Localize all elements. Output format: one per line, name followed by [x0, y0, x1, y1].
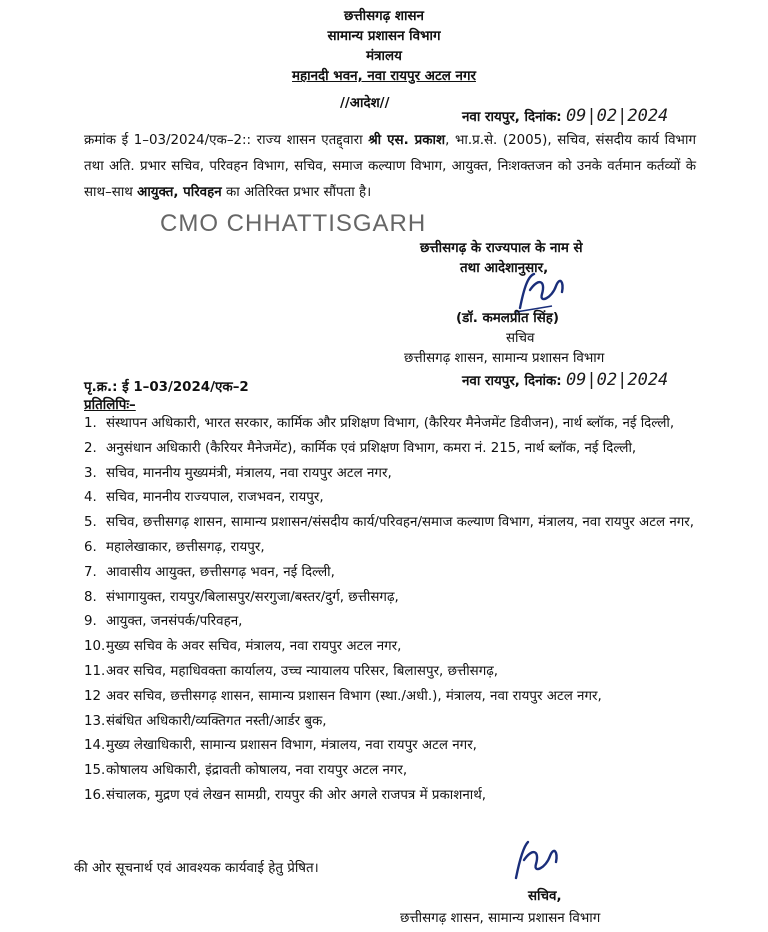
list-item-text: आयुक्त, जनसंपर्क/परिवहन, [106, 614, 243, 630]
list-item-text: आवासीय आयुक्त, छत्तीसगढ़ भवन, नई दिल्ली, [106, 564, 335, 580]
list-item [84, 635, 714, 660]
list-item-number: 5. [84, 515, 97, 531]
header-address-text: महानदी भवन, नवा रायपुर अटल नगर [292, 69, 476, 84]
list-item-text: अवर सचिव, महाधिवक्ता कार्यालय, उच्च न्यायालय परिसर, बिलासपुर, छत्तीसगढ़, [106, 663, 499, 679]
list-item-number: 13. [84, 713, 106, 729]
officer-name: श्री एस. प्रकाश [368, 133, 446, 148]
watermark: CMO CHHATTISGARH [160, 210, 427, 237]
list-item-number: 16. [84, 787, 106, 803]
order-place-date [462, 106, 668, 126]
order-body-suffix: का अतिरिक्त प्रभार सौंपता है। [225, 185, 372, 200]
list-item-text: संभागायुक्त, रायपुर/बिलासपुर/सरगुजा/बस्तर/दुर्ग, छत्तीसगढ़, [106, 589, 399, 605]
list-item [84, 660, 714, 685]
list-item [84, 784, 714, 809]
footer-signature-mark [508, 836, 564, 884]
list-item [84, 486, 714, 511]
signature-line-2: तथा आदेशानुसार, [460, 261, 549, 276]
footer-department: छत्तीसगढ़ शासन, सामान्य प्रशासन विभाग [400, 911, 601, 926]
endorsement-ref: पृ.क्र.: ई 1–03/2024/एक–2 [84, 380, 249, 395]
header-govt: छत्तीसगढ़ शासन [344, 9, 424, 24]
list-item-number: 6. [84, 539, 97, 555]
copy-heading: प्रतिलिपिः– [84, 398, 136, 413]
list-item-text: मुख्य सचिव के अवर सचिव, मंत्रालय, नवा रायपुर अटल नगर, [106, 639, 402, 655]
list-item-text: कोषालय अधिकारी, इंद्रावती कोषालय, नवा रायपुर अटल नगर, [106, 763, 408, 779]
list-item-text: महालेखाकार, छत्तीसगढ़, रायपुर, [106, 539, 265, 555]
list-item-text: संस्थापन अधिकारी, भारत सरकार, कार्मिक और प्रशिक्षण विभाग, (कैरियर मैनेजमेंट डिवीजन), नार्थ ब्लॉक, नई दिल्ली, [106, 416, 675, 431]
list-item-number: 9. [84, 614, 97, 630]
list-item [84, 586, 714, 611]
list-item-number: 15. [84, 763, 106, 779]
order-body-prefix: क्रमांक ई 1–03/2024/एक–2:: राज्य शासन एतद्द्वारा [84, 133, 363, 148]
list-item-text: संबंधित अधिकारी/व्यक्तिगत नस्ती/आर्डर बुक, [106, 713, 327, 729]
signature-line-1: छत्तीसगढ़ के राज्यपाल के नाम से [420, 241, 583, 256]
signatory-department: छत्तीसगढ़ शासन, सामान्य प्रशासन विभाग [404, 351, 605, 366]
list-item-text: अवर सचिव, छत्तीसगढ़ शासन, सामान्य प्रशासन विभाग (स्था./अधी.), मंत्रालय, नवा रायपुर अटल नगर, [106, 688, 602, 704]
list-item [84, 437, 714, 462]
endorsement-place-date [462, 370, 668, 390]
list-item-text: सचिव, छत्तीसगढ़ शासन, सामान्य प्रशासन/संसदीय कार्य/परिवहन/समाज कल्याण विभाग, मंत्रालय, नवा रायपुर अटल नगर, [106, 515, 695, 531]
order-title: //आदेश// [340, 96, 390, 111]
list-item [84, 685, 714, 710]
endorsement-handwritten-date: 09|02|2024 [565, 370, 669, 390]
header-address [0, 66, 768, 84]
new-charge: आयुक्त, परिवहन [137, 185, 222, 200]
list-item-text: सचिव, माननीय मुख्यमंत्री, मंत्रालय, नवा रायपुर अटल नगर, [106, 465, 392, 481]
list-item-number: 10. [84, 639, 106, 655]
list-item-number: 11. [84, 663, 106, 679]
list-item-text: मुख्य लेखाधिकारी, सामान्य प्रशासन विभाग, मंत्रालय, नवा रायपुर अटल नगर, [106, 738, 477, 754]
list-item-text: अनुसंधान अधिकारी (कैरियर मैनेजमेंट), कार्मिक एवं प्रशिक्षण विभाग, कमरा नं. 215, नार्थ ब्लॉक, नई दिल्ली, [106, 440, 637, 456]
list-item-number: 12 [84, 688, 102, 704]
list-item [84, 561, 714, 586]
list-item-text: सचिव, माननीय राज्यपाल, राजभवन, रायपुर, [106, 490, 324, 506]
list-item-number: 14. [84, 738, 106, 754]
list-item [84, 759, 714, 784]
signatory-name: (डॉ. कमलप्रीत सिंह) [456, 311, 560, 326]
copy-list [84, 412, 714, 809]
signatory-designation: सचिव [506, 331, 535, 346]
header-department: सामान्य प्रशासन विभाग [327, 29, 441, 44]
handwritten-date: 09|02|2024 [565, 106, 669, 126]
place-date-label: नवा रायपुर, दिनांक: [462, 110, 562, 125]
list-item [84, 412, 714, 437]
footer-designation: सचिव, [528, 889, 562, 904]
list-item [84, 462, 714, 487]
list-item [84, 710, 714, 735]
list-item [84, 511, 714, 536]
list-item-number: 1. [84, 416, 97, 431]
list-item [84, 536, 714, 561]
order-body [84, 128, 696, 206]
list-item-number: 3. [84, 465, 97, 481]
list-item-number: 4. [84, 490, 97, 506]
endorsement-place-date-label: नवा रायपुर, दिनांक: [462, 374, 562, 389]
header-ministry: मंत्रालय [366, 49, 402, 64]
list-item [84, 610, 714, 635]
list-item-text: संचालक, मुद्रण एवं लेखन सामग्री, रायपुर की ओर अगले राजपत्र में प्रकाशनार्थ, [106, 787, 487, 803]
list-item-number: 7. [84, 564, 97, 580]
list-item [84, 734, 714, 759]
list-item-number: 8. [84, 589, 97, 605]
list-item-number: 2. [84, 440, 97, 456]
closing-line: की ओर सूचनार्थ एवं आवश्यक कार्यवाई हेतु प्रेषित। [74, 861, 319, 876]
order-body-mid: , भा.प्र.से. (2005), सचिव, संसदीय कार्य विभाग तथा अति. प्रभार सचिव, परिवहन विभाग, सचिव, समाज कल्याण विभाग, आयुक्त, निःशक्तजन को उनके वर्तमान कर्तव्यों के साथ–साथ [84, 133, 696, 200]
